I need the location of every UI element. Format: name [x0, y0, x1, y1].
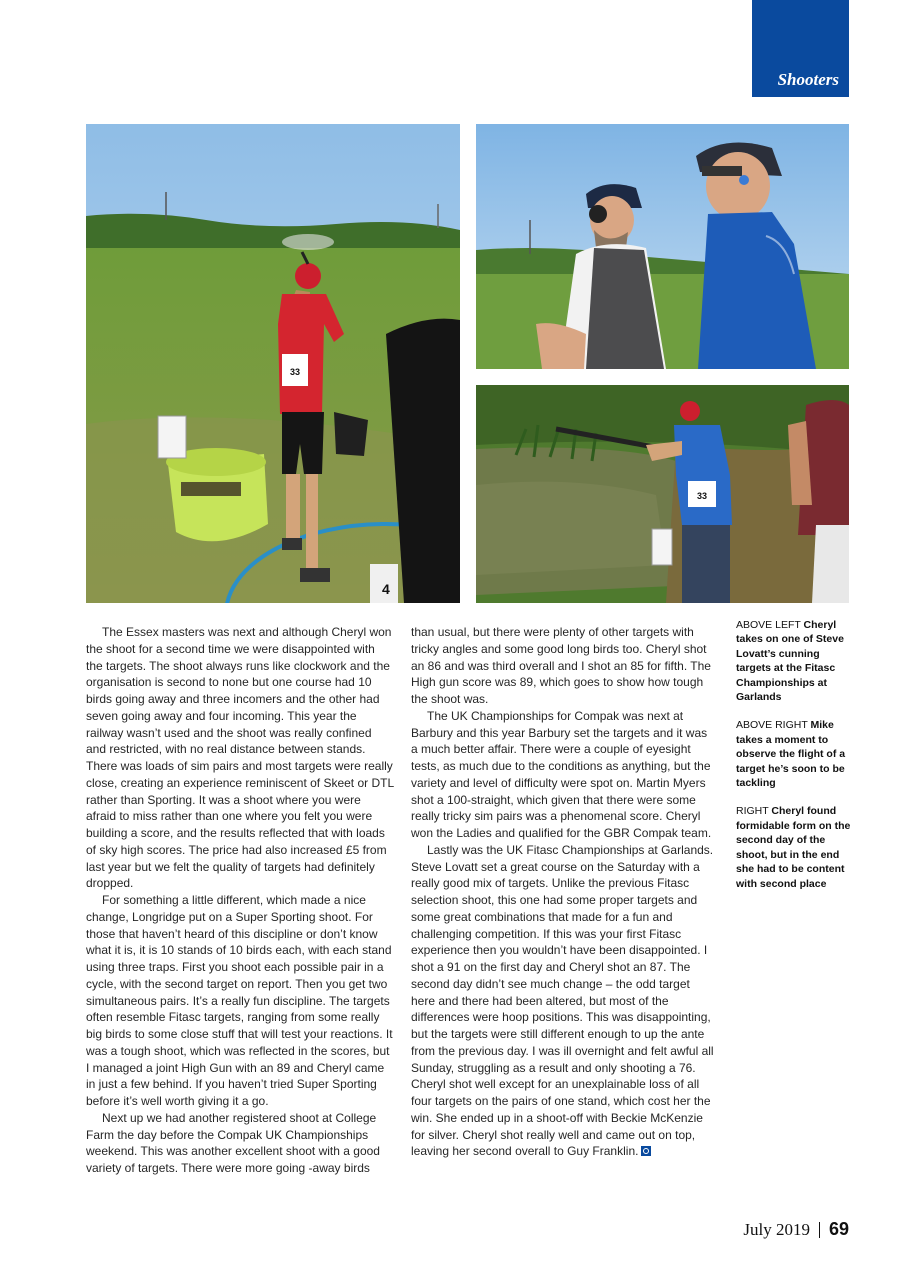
photo-shooter-field: [86, 124, 460, 603]
paragraph: The Essex masters was next and although Cheryl won the shoot for a second time we were disappointed with the targets. The shoot always runs like clockwork and the organisation is second to none but one course had 10 birds going away and three incomers and the other had seven going away and four incoming. This year the railway wasn’t used and the shoot was really confined and restricted, with no real distance between stands. There was loads of sim pairs and most targets were really close, creating an experience reminiscent of Skeet or DTL rather than Sporting. It was a shoot where you were afraid to miss rather than one where you felt you were building a score, and the results reflected that with loads of sky high scores. The price had also increased £5 from last year but we felt the quality of targets had definitely dropped.: [86, 625, 394, 891]
paragraph: The UK Championships for Compak was next at Barbury and this year Barbury set the targets and it was a much better affair. There were a couple of eyesight tests, as much due to the conditions as anything, but the variety and level of difficulty were spot on. Martin Myers shot a 100-straight, which given that there were some really tricky sim pairs was a phenomenal score. Cheryl won the Ladies and qualified for the GBR Compak team.: [411, 708, 712, 840]
caption-label: RIGHT: [736, 805, 769, 818]
article-column-2: [411, 624, 716, 1160]
paragraph: than usual, but there were plenty of other targets with tricky angles and some good long birds too. Cheryl shot an 86 and was third overall and I shot an 85 for fifth. The High gun score was 89, which goes to show how tough the shoot was.: [411, 625, 711, 706]
caption-text: Mike takes a moment to observe the flight of a target he’s soon to be tackling: [736, 719, 846, 790]
br-bib-number: 33: [696, 491, 708, 501]
section-tab-label: Shooters: [777, 70, 839, 89]
caption-text: Cheryl found formidable form on the second day of the shoot, but in the end she had to be content with second place: [736, 805, 851, 890]
caption-label: ABOVE LEFT: [736, 619, 801, 631]
caption-label: ABOVE RIGHT: [736, 719, 808, 732]
page-number: 69: [828, 1219, 849, 1239]
left-bib-partial: 4: [382, 581, 390, 597]
photo-spectators: [476, 124, 849, 369]
page-footer: [743, 1219, 849, 1240]
caption-above-left: [736, 618, 852, 704]
paragraph-text: Lastly was the UK Fitasc Championships at Garlands. Steve Lovatt set a great course on the Saturday with a really good mix of targets. Unlike the previous Fitasc selection shoot, this one had some proper targets and some great combinations that made for a fun and challenging competition. If this was your first Fitasc experience then you wouldn’t have been disappointed. I shot a 91 on the first day and Cheryl shot an 87. The second day didn’t see much change – the odd target here and there had been altered, but most of the differences were hoop positions. This was disappointing, but the targets were still different enough to up the ante from the previous day. I was ill overnight and felt awful all Sunday, struggling as a result and only shooting a 76. Cheryl shot well except for an unexplainable loss of all four targets on the pairs of one stand, which cost her the win. She ended up in a shoot-off with Beckie McKenzie for silver. Cheryl shot really well and came out on top, leaving her second overall to Guy Franklin.: [411, 842, 714, 1159]
photo-captions: [736, 618, 852, 905]
caption-right: [736, 804, 852, 890]
caption-above-right: [736, 718, 852, 790]
issue-date: July 2019: [743, 1219, 810, 1239]
left-bib-number: 33: [289, 367, 301, 377]
section-tab: [752, 0, 849, 97]
caption-text: Cheryl takes on one of Steve Lovatt’s cunning targets at the Fitasc Championships at Garlands: [736, 619, 844, 704]
photo-shooter-pond: [476, 385, 849, 603]
paragraph-last: [411, 842, 716, 1160]
paragraph: For something a little different, which made a nice change, Longridge put on a Super Sporting shoot. For those that haven’t heard of this discipline or don’t know what it is, it is 10 stands of 10 birds each, with each stand using three traps. First you shoot each possible pair in a cycle, with the second target on report. Then you get two simultaneous pairs. It’s a really fun discipline. The targets often resemble Fitasc targets, ranging from some really big birds to some close stuff that will test your reactions. It was a tough shoot, which was reflected in the scores, but I managed a joint High Gun with an 89 and Cheryl came in just a few behind. If you haven’t tried Super Sporting before it’s well worth giving it a go.: [86, 893, 393, 1108]
paragraph: Next up we had another registered shoot at College Farm the day before the Compak UK Championships weekend. This was another excellent shoot with a good variety of targets. There were more going -away birds: [86, 1110, 380, 1175]
article-column-1: [86, 624, 394, 1177]
end-mark-icon: [641, 1146, 651, 1156]
footer-divider: [819, 1222, 820, 1238]
